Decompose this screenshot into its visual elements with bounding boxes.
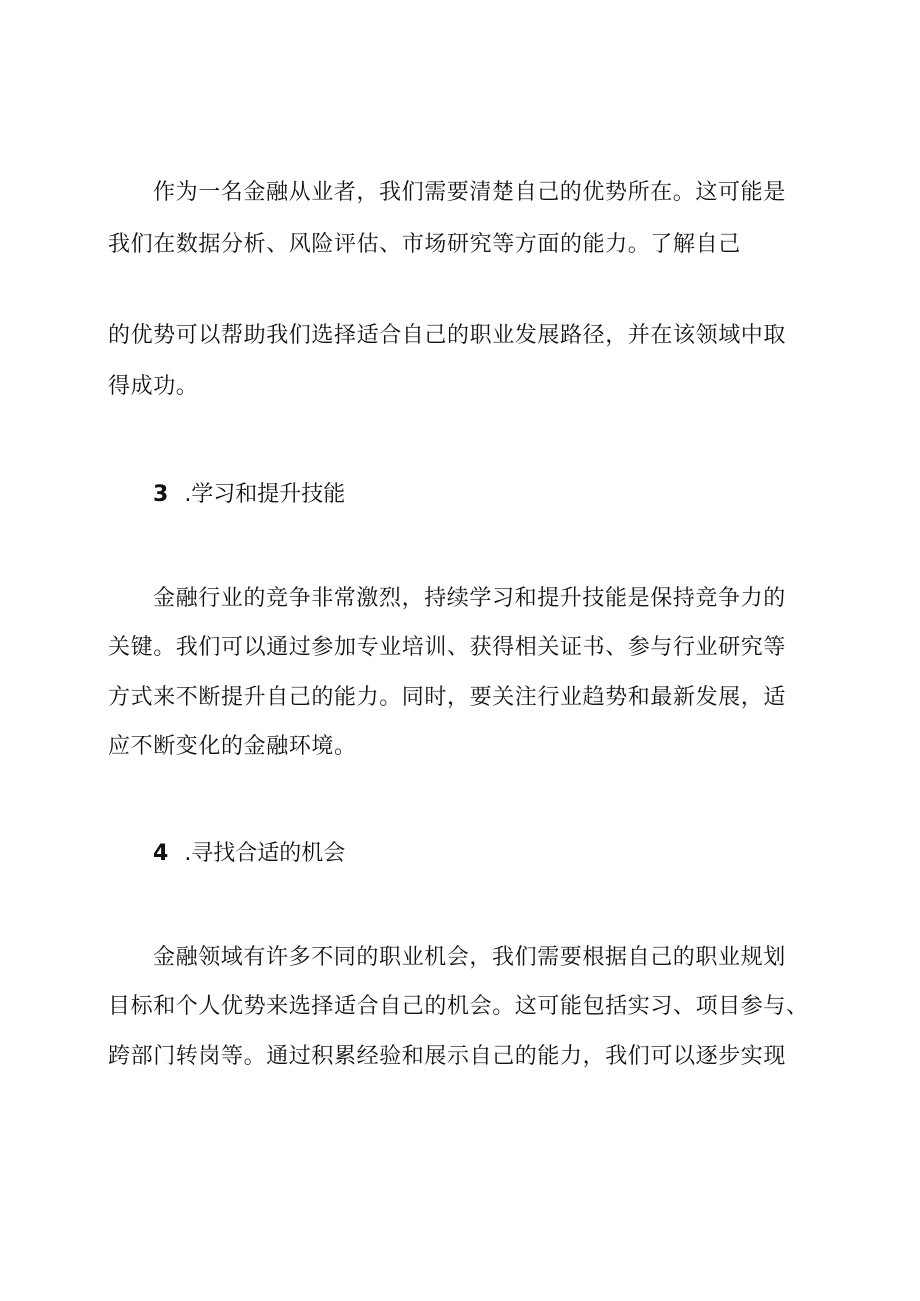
paragraph-2-line-2: 关键。我们可以通过参加专业培训、获得相关证书、参与行业研究等 xyxy=(108,635,787,660)
section-3-heading xyxy=(153,480,345,510)
paragraph-3-line-2: 目标和个人优势来选择适合自己的机会。这可能包括实习、项目参与、 xyxy=(108,994,809,1019)
paragraph-1-line-2: 我们在数据分析、风险评估、市场研究等方面的能力。了解自己 xyxy=(108,232,741,257)
paragraph-2-line-4: 应不断变化的金融环境。 xyxy=(108,734,357,759)
section-3-title: .学习和提升技能 xyxy=(184,482,346,507)
section-4-heading xyxy=(153,839,345,869)
section-4-number: 4 xyxy=(153,841,169,866)
paragraph-1-line-4: 得成功。 xyxy=(108,374,199,399)
section-4-title: .寻找合适的机会 xyxy=(184,841,346,866)
paragraph-2-line-1: 金融行业的竞争非常激烈，持续学习和提升技能是保持竞争力的 xyxy=(153,586,786,611)
section-3-number: 3 xyxy=(153,482,169,507)
paragraph-3-line-1: 金融领域有许多不同的职业机会，我们需要根据自己的职业规划 xyxy=(153,945,786,970)
paragraph-1-line-1: 作为一名金融从业者，我们需要清楚自己的优势所在。这可能是 xyxy=(153,180,786,205)
paragraph-1-line-3: 的优势可以帮助我们选择适合自己的职业发展路径，并在该领域中取 xyxy=(108,323,787,348)
paragraph-2-line-3: 方式来不断提升自己的能力。同时，要关注行业趋势和最新发展，适 xyxy=(108,685,787,710)
paragraph-3-line-3: 跨部门转岗等。通过积累经验和展示自己的能力，我们可以逐步实现 xyxy=(108,1044,787,1069)
